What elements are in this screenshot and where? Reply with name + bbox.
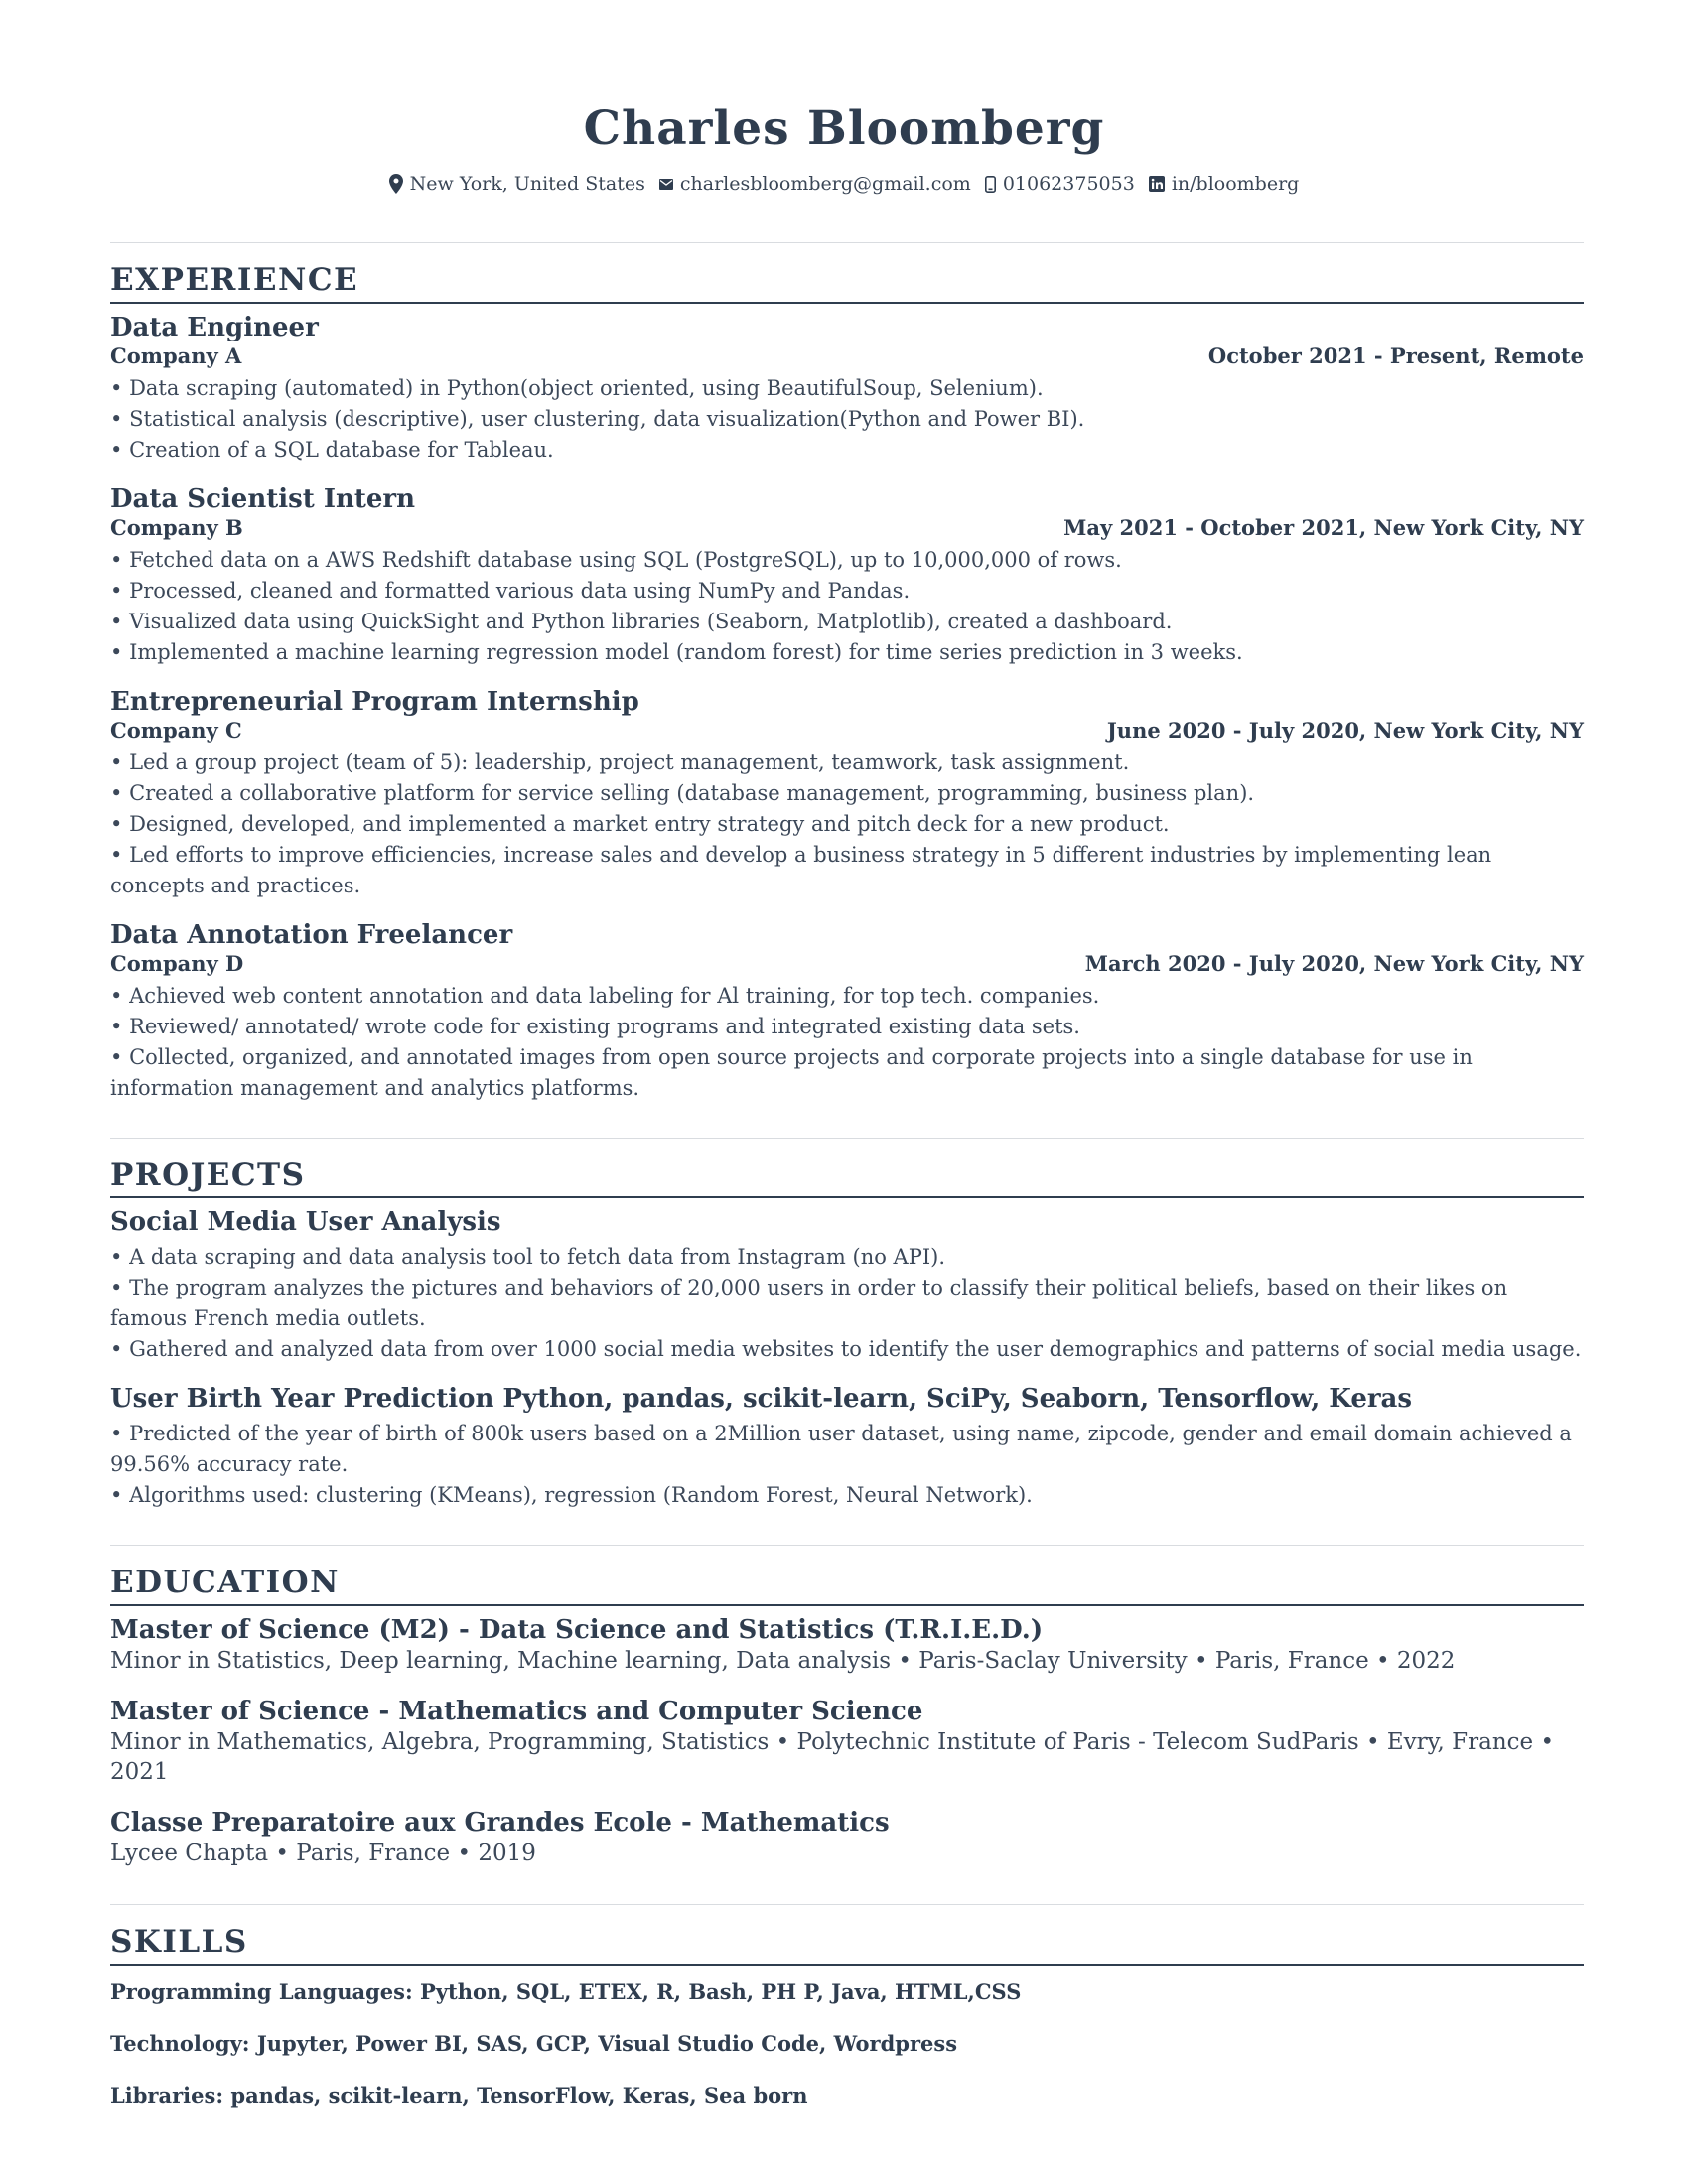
company-name: Company D [110,950,244,976]
bullet-item: • Reviewed/ annotated/ wrote code for existing programs and integrated existing data sets. [110,1012,1584,1042]
job-title: Data Engineer [110,312,319,342]
bullet-item: • Collected, organized, and annotated images from open source projects and corporate projects into a single database for use in information management and analytics platforms. [110,1042,1584,1104]
degree-details: Lycee Chapta • Paris, France • 2019 [110,1840,536,1866]
projects-section [110,1139,1584,1546]
location-pin-icon [389,174,403,194]
company-name: Company B [110,514,243,540]
bullet-item: • Creation of a SQL database for Tableau. [110,435,1584,466]
education-entry [110,1807,1584,1868]
experience-entry [110,919,1584,1104]
section-heading: EXPERIENCE [110,263,1584,304]
skills-section [110,1905,1584,2150]
skill-line: Libraries: pandas, scikit-learn, TensorFlow, Keras, Sea born [110,2082,808,2108]
project-bullets [110,1419,1584,1511]
job-bullets [110,748,1584,901]
job-dates-location: June 2020 - July 2020, New York City, NY [1106,717,1584,743]
degree-title: Classe Preparatoire aux Grandes Ecole - Mathematics [110,1807,890,1838]
education-entry [110,1696,1584,1787]
section-heading: PROJECTS [110,1159,1584,1199]
phone-text: 01062375053 [1002,173,1135,196]
experience-entry [110,686,1584,901]
job-dates-location: May 2021 - October 2021, New York City, NY [1063,514,1584,540]
candidate-name: Charles Bloomberg [583,101,1105,156]
degree-details: Minor in Statistics, Deep learning, Machine learning, Data analysis • Paris-Saclay University • Paris, France • 2022 [110,1647,1456,1674]
projects-list [110,1206,1584,1511]
resume-content [110,242,1584,2150]
experience-entry [110,312,1584,466]
bullet-item: • Led efforts to improve efficiencies, increase sales and develop a business strategy in 5 different industries by implementing lean concepts and practices. [110,840,1584,901]
job-bullets [110,545,1584,668]
bullet-item: • Data scraping (automated) in Python(object oriented, using BeautifulSoup, Selenium). [110,373,1584,404]
degree-title: Master of Science (M2) - Data Science and Statistics (T.R.I.E.D.) [110,1614,1044,1645]
section-heading: SKILLS [110,1925,1584,1966]
project-title: Social Media User Analysis [110,1207,501,1238]
bullet-item: • Algorithms used: clustering (KMeans), regression (Random Forest, Neural Network). [110,1480,1584,1511]
job-dates-location: March 2020 - July 2020, New York City, NY [1084,950,1584,976]
bullet-item: • Designed, developed, and implemented a market entry strategy and pitch deck for a new product. [110,809,1584,840]
bullet-item: • Created a collaborative platform for service selling (database management, programming, business plan). [110,778,1584,809]
job-bullets [110,981,1584,1104]
job-subline [110,515,1584,541]
bullet-item: • Processed, cleaned and formatted various data using NumPy and Pandas. [110,576,1584,607]
resume-header [0,0,1688,195]
bullet-item: • Gathered and analyzed data from over 1000 social media websites to identify the user demographics and patterns of social media usage. [110,1334,1584,1365]
bullet-item: • A data scraping and data analysis tool to fetch data from Instagram (no API). [110,1242,1584,1273]
envelope-icon [659,179,673,190]
job-subline [110,951,1584,977]
contact-line [0,173,1688,195]
bullet-item: • Fetched data on a AWS Redshift database using SQL (PostgreSQL), up to 10,000,000 of rows. [110,545,1584,576]
company-name: Company A [110,342,242,368]
bullet-item: • Visualized data using QuickSight and Python libraries (Seaborn, Matplotlib), created a dashboard. [110,607,1584,637]
job-title: Data Annotation Freelancer [110,919,513,950]
email-text[interactable]: charlesbloomberg@gmail.com [679,173,971,196]
bullet-item: • Led a group project (team of 5): leadership, project management, teamwork, task assignment. [110,748,1584,778]
skill-line: Technology: Jupyter, Power BI, SAS, GCP, Visual Studio Code, Wordpress [110,2030,958,2056]
education-section [110,1546,1584,1904]
linkedin-text[interactable]: in/bloomberg [1171,173,1300,196]
job-title: Entrepreneurial Program Internship [110,686,639,717]
job-bullets [110,373,1584,466]
project-entry [110,1206,1584,1365]
contact-linkedin[interactable] [1149,173,1300,195]
project-bullets [110,1242,1584,1365]
bullet-item: • The program analyzes the pictures and behaviors of 20,000 users in order to classify their political beliefs, based on their likes on famous French media outlets. [110,1273,1584,1334]
section-heading: EDUCATION [110,1566,1584,1606]
contact-email[interactable] [659,173,971,195]
experience-entry [110,483,1584,668]
education-entry [110,1614,1584,1676]
bullet-item: • Statistical analysis (descriptive), user clustering, data visualization(Python and Power BI). [110,404,1584,435]
linkedin-icon [1149,176,1165,192]
contact-location [389,173,645,195]
bullet-item: • Implemented a machine learning regression model (random forest) for time series prediction in 3 weeks. [110,637,1584,668]
experience-section [110,243,1584,1138]
bullet-item: • Achieved web content annotation and data labeling for Al training, for top tech. companies. [110,981,1584,1012]
skills-list [110,1979,1584,2109]
location-text: New York, United States [409,173,645,196]
experience-list [110,312,1584,1104]
project-entry [110,1383,1584,1511]
education-list [110,1614,1584,1868]
job-subline [110,718,1584,744]
company-name: Company C [110,717,242,743]
job-subline [110,343,1584,369]
phone-icon [985,176,996,193]
job-dates-location: October 2021 - Present, Remote [1207,342,1584,368]
degree-title: Master of Science - Mathematics and Computer Science [110,1696,923,1726]
skill-line: Programming Languages: Python, SQL, ETEX, R, Bash, PH P, Java, HTML,CSS [110,1979,1022,2004]
project-title: User Birth Year Prediction Python, pandas, scikit-learn, SciPy, Seaborn, Tensorflow, Keras [110,1384,1413,1415]
job-title: Data Scientist Intern [110,483,416,514]
bullet-item: • Predicted of the year of birth of 800k users based on a 2Million user dataset, using name, zipcode, gender and email domain achieved a 99.56% accuracy rate. [110,1419,1584,1480]
contact-phone [985,173,1135,195]
degree-details: Minor in Mathematics, Algebra, Programming, Statistics • Polytechnic Institute of Paris - Telecom SudParis • Evry, France • 2021 [110,1728,1555,1785]
